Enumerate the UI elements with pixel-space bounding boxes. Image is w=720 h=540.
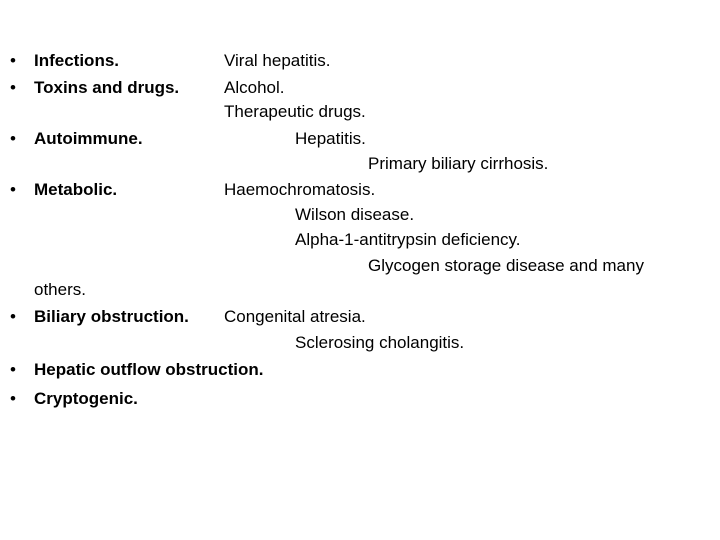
cause-wilson-disease: Wilson disease. [295, 205, 415, 224]
cause-therapeutic-drugs: Therapeutic drugs. [224, 102, 366, 121]
heading-hepatic-outflow: Hepatic outflow obstruction. [34, 360, 264, 379]
heading-infections: Infections. [34, 51, 120, 70]
bullet-cryptogenic: • [10, 389, 16, 408]
cause-congenital-atresia: Congenital atresia. [224, 307, 366, 326]
heading-metabolic: Metabolic. [34, 180, 118, 199]
bullet-infections: • [10, 51, 16, 70]
heading-cryptogenic: Cryptogenic. [34, 389, 138, 408]
bullet-biliary: • [10, 307, 16, 326]
bullet-metabolic: • [10, 180, 16, 199]
bullet-autoimmune: • [10, 129, 16, 148]
heading-biliary-obstruction: Biliary obstruction. [34, 307, 189, 326]
heading-autoimmune: Autoimmune. [34, 129, 143, 148]
cause-viral-hepatitis: Viral hepatitis. [224, 51, 331, 70]
cause-alpha1-antitrypsin: Alpha-1-antitrypsin deficiency. [295, 230, 521, 249]
bullet-toxins: • [10, 78, 16, 97]
cause-others: others. [34, 280, 86, 299]
cause-sclerosing-cholangitis: Sclerosing cholangitis. [295, 333, 465, 352]
cause-primary-biliary-cirrhosis: Primary biliary cirrhosis. [368, 154, 549, 173]
bullet-hepatic-outflow: • [10, 360, 16, 379]
cause-alcohol: Alcohol. [224, 78, 285, 97]
heading-toxins-drugs: Toxins and drugs. [34, 78, 180, 97]
cause-haemochromatosis: Haemochromatosis. [224, 180, 376, 199]
cause-glycogen-storage: Glycogen storage disease and many [368, 256, 644, 275]
cause-autoimmune-hepatitis: Hepatitis. [295, 129, 366, 148]
